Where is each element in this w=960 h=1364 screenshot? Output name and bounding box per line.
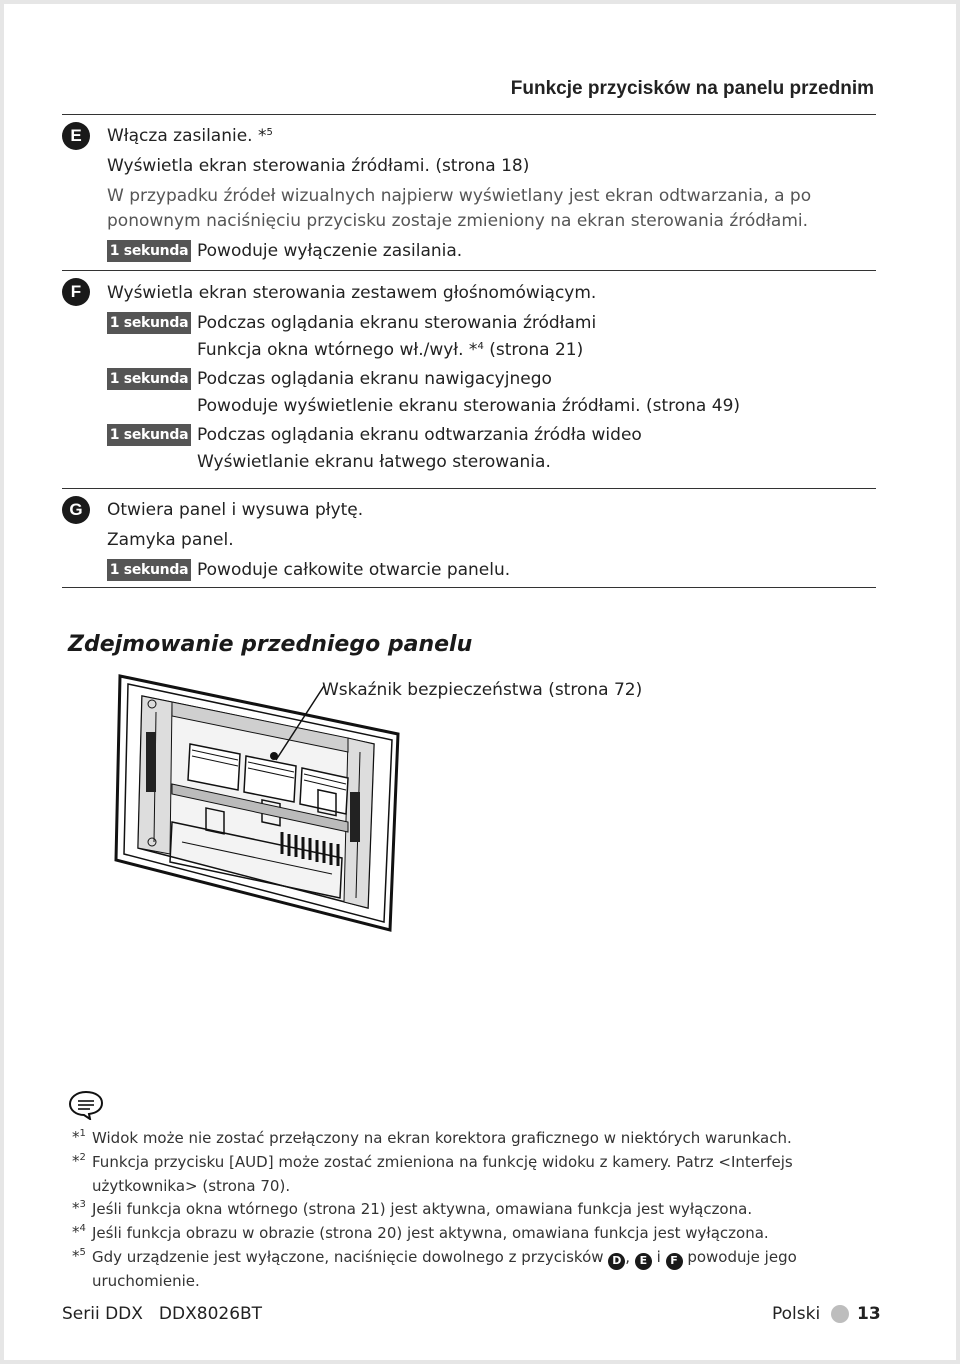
- button-f-marker: F: [666, 1253, 683, 1270]
- button-f-marker: F: [62, 278, 90, 306]
- button-d-marker: D: [608, 1253, 625, 1270]
- section-f-hold-3-detail: Wyświetlanie ekranu łatwego sterowania.: [197, 452, 551, 472]
- footer-model: DDX8026BT: [158, 1304, 263, 1324]
- section-e-line-1: Włącza zasilanie. *$^5$: [107, 126, 273, 146]
- section-f-hold-2: Podczas oglądania ekranu nawigacyjnego: [197, 369, 552, 389]
- hold-badge: 1 sekunda: [107, 559, 191, 581]
- footnote-4: Jeśli funkcja obrazu w obrazie (strona 20) jest aktywna, omawiana funkcja jest wyłączona.: [92, 1224, 769, 1242]
- footer-series: Serii DDX: [62, 1304, 143, 1324]
- section-f-hold-2-detail: Powoduje wyświetlenie ekranu sterowania źródłami. (strona 49): [197, 396, 741, 416]
- footnote-2-cont: użytkownika> (strona 70).: [92, 1177, 291, 1195]
- footnote-1: Widok może nie zostać przełączony na ekran korektora graficznego w niektórych warunkach.: [92, 1129, 792, 1147]
- section-g-line-2: Zamyka panel.: [107, 530, 234, 550]
- button-e-marker: E: [62, 122, 90, 150]
- section-e-hold: Powoduje wyłączenie zasilania.: [197, 241, 463, 261]
- footer-dot: [831, 1305, 849, 1323]
- footnote-mark: *$^1$: [72, 1128, 86, 1146]
- callout-leader-line: [264, 684, 326, 766]
- page-header-title: Funkcje przycisków na panelu przednim: [510, 78, 874, 99]
- footnote-mark: *$^3$: [72, 1199, 86, 1217]
- security-indicator-callout: Wskaźnik bezpieczeństwa (strona 72): [322, 680, 643, 700]
- hold-badge: 1 sekunda: [107, 368, 191, 390]
- section-f-hold-1-detail: Funkcja okna wtórnego wł./wył. *$^4$ (strona 21): [197, 340, 584, 360]
- hold-badge: 1 sekunda: [107, 312, 191, 334]
- footnote-mark: *$^5$: [72, 1247, 86, 1265]
- footer-model-info: [62, 1304, 262, 1324]
- manual-page: [4, 4, 956, 1360]
- button-g-marker: G: [62, 496, 90, 524]
- footnote-3: Jeśli funkcja okna wtórnego (strona 21) jest aktywna, omawiana funkcja jest wyłączona.: [92, 1200, 753, 1218]
- section-heading: Zdejmowanie przedniego panelu: [68, 632, 473, 657]
- page-number: 13: [857, 1304, 881, 1324]
- section-g-hold: Powoduje całkowite otwarcie panelu.: [197, 560, 511, 580]
- button-e-marker: E: [635, 1253, 652, 1270]
- footnote-2: Funkcja przycisku [AUD] może zostać zmieniona na funkcję widoku z kamery. Patrz <Interfejs: [92, 1153, 793, 1171]
- section-f-hold-1: Podczas oglądania ekranu sterowania źródłami: [197, 313, 597, 333]
- front-panel-back-illustration: [112, 672, 412, 934]
- section-g-line-1: Otwiera panel i wysuwa płytę.: [107, 500, 364, 520]
- section-f-hold-3: Podczas oglądania ekranu odtwarzania źródła wideo: [197, 425, 642, 445]
- footnote-mark: *$^2$: [72, 1152, 86, 1170]
- footer-language: Polski: [772, 1304, 821, 1324]
- divider: [62, 488, 876, 489]
- footnote-5: Gdy urządzenie jest wyłączone, naciśnięcie dowolnego z przycisków D , E i F powoduje jego: [92, 1247, 797, 1270]
- divider: [62, 587, 876, 588]
- divider: [62, 114, 876, 115]
- section-e-line-4: ponownym naciśnięciu przycisku zostaje zmieniony na ekran sterowania źródłami.: [107, 211, 809, 231]
- footnote-mark: *$^4$: [72, 1223, 86, 1241]
- hold-badge: 1 sekunda: [107, 240, 191, 262]
- section-e-line-3: W przypadku źródeł wizualnych najpierw wyświetlany jest ekran odtwarzania, a po: [107, 186, 812, 206]
- section-e-line-2: Wyświetla ekran sterowania źródłami. (strona 18): [107, 156, 530, 176]
- divider: [62, 270, 876, 271]
- section-f-line-1: Wyświetla ekran sterowania zestawem głośnomówiącym.: [107, 283, 597, 303]
- note-icon: [68, 1090, 104, 1120]
- footnote-5-cont: uruchomienie.: [92, 1272, 200, 1290]
- hold-badge: 1 sekunda: [107, 424, 191, 446]
